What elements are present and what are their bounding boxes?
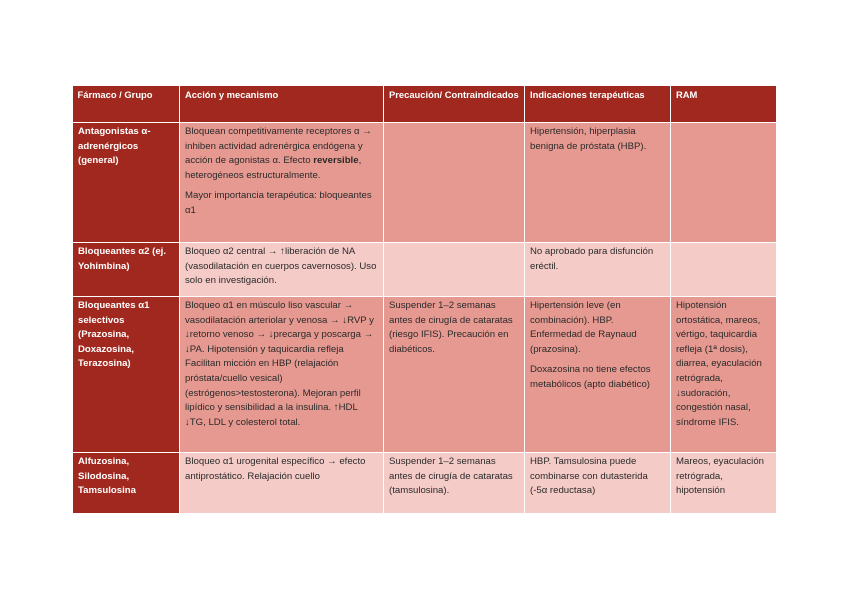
header-farmaco: Fármaco / Grupo bbox=[73, 86, 180, 123]
row-precaucion: Suspender 1–2 semanas antes de cirugía de cataratas (riesgo IFIS). Precaución en diabéticos. bbox=[384, 297, 525, 453]
header-ram: RAM bbox=[671, 86, 777, 123]
row-accion: Bloqueo α1 en músculo liso vascular → vasodilatación arteriolar y venosa → ↓RVP y ↓retorno venoso → ↓precarga y poscarga → ↓PA. Hipotensión y taquicardia refleja Facilitan micción en HBP (relajación próstata/cuello vesical) (estrógenos>testosterona). Mejoran perfil lipídico y sensibilidad a la insulina. ↑HDL ↓TG, LDL y colesterol total. bbox=[180, 297, 384, 453]
row-group-label: Bloqueantes α1 selectivos (Prazosina, Doxazosina, Terazosina) bbox=[73, 297, 180, 453]
row-indicaciones: No aprobado para disfunción eréctil. bbox=[525, 243, 671, 297]
row-precaucion bbox=[384, 243, 525, 297]
row-group-label: Bloqueantes α2 (ej. Yohimbina) bbox=[73, 243, 180, 297]
accion-text-before: Bloquean competitivamente receptores α → inhiben actividad adrenérgica endógena y acción de agonistas α. Efecto bbox=[185, 126, 372, 167]
table-row bbox=[73, 453, 777, 514]
table-header-row bbox=[73, 86, 777, 123]
table-row bbox=[73, 243, 777, 297]
accion-text-after: , heterogéneos estructuralmente. bbox=[185, 155, 362, 181]
row-ram bbox=[671, 243, 777, 297]
indicaciones-paragraph: Hipertensión leve (en combinación). HBP. Enfermedad de Raynaud (prazosina). bbox=[530, 300, 637, 355]
row-indicaciones: HBP. Tamsulosina puede combinarse con dutasterida (-5α reductasa) bbox=[525, 453, 671, 514]
accion-paragraph bbox=[185, 125, 378, 183]
row-indicaciones: Hipertensión, hiperplasia benigna de próstata (HBP). bbox=[525, 123, 671, 243]
accion-extra: Mayor importancia terapéutica: bloqueantes α1 bbox=[185, 190, 372, 216]
row-ram: Mareos, eyaculación retrógrada, hipotensión bbox=[671, 453, 777, 514]
drug-table-page bbox=[72, 86, 776, 514]
row-accion: Bloqueo α1 urogenital específico → efecto antiprostático. Relajación cuello bbox=[180, 453, 384, 514]
row-indicaciones bbox=[525, 297, 671, 453]
indicaciones-extra: Doxazosina no tiene efectos metabólicos (apto diabético) bbox=[530, 364, 651, 390]
row-group-label: Alfuzosina, Silodosina, Tamsulosina bbox=[73, 453, 180, 514]
accion-bold-reversible: reversible bbox=[313, 155, 359, 167]
row-accion: Bloqueo α2 central → ↑liberación de NA (vasodilatación en cuerpos cavernosos). Uso solo en investigación. bbox=[180, 243, 384, 297]
header-accion: Acción y mecanismo bbox=[180, 86, 384, 123]
header-precaucion: Precaución/ Contraindicados bbox=[384, 86, 525, 123]
row-ram: Hipotensión ortostática, mareos, vértigo, taquicardia refleja (1ª dosis), diarrea, eyaculación retrógrada, ↓sudoración, congestión nasal, síndrome IFIS. bbox=[671, 297, 777, 453]
alpha-blockers-table bbox=[72, 86, 777, 514]
row-accion bbox=[180, 123, 384, 243]
row-precaucion: Suspender 1–2 semanas antes de cirugía de cataratas (tamsulosina). bbox=[384, 453, 525, 514]
table-row bbox=[73, 297, 777, 453]
header-indicaciones: Indicaciones terapéuticas bbox=[525, 86, 671, 123]
row-group-label: Antagonistas α-adrenérgicos (general) bbox=[73, 123, 180, 243]
row-precaucion bbox=[384, 123, 525, 243]
row-ram bbox=[671, 123, 777, 243]
table-row bbox=[73, 123, 777, 243]
